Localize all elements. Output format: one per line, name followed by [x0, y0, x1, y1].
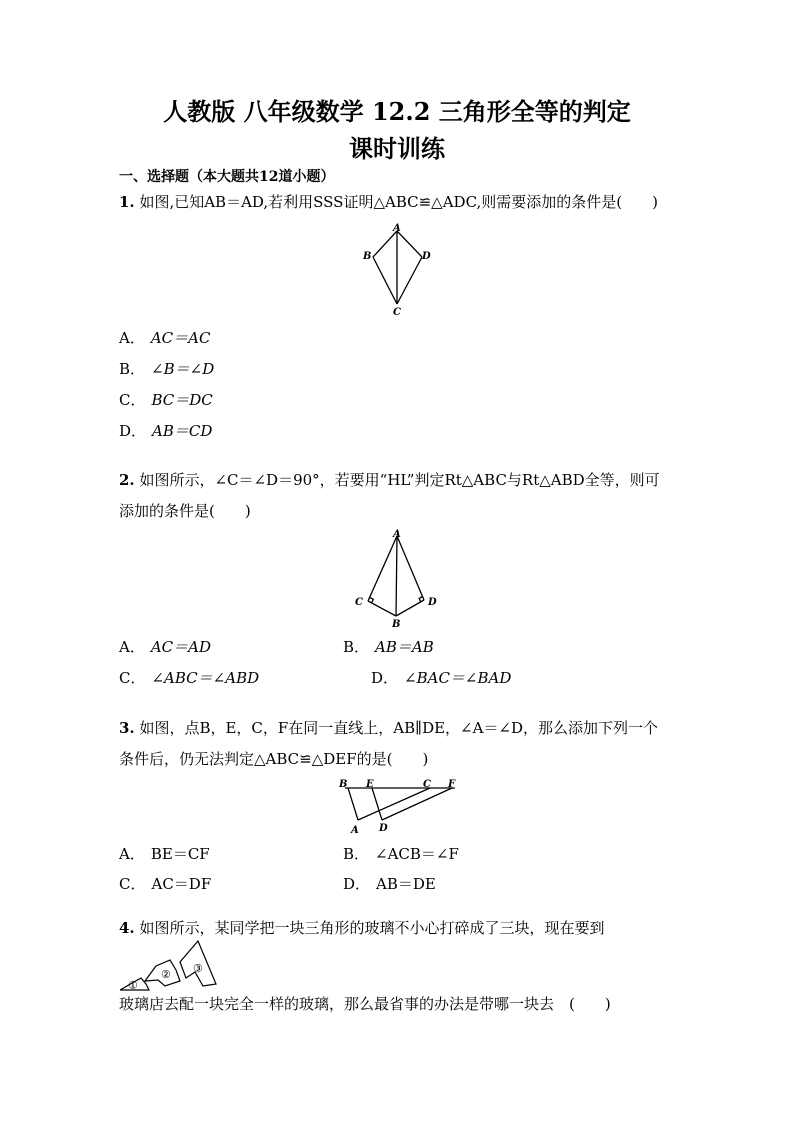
point-label: C: [423, 779, 431, 790]
page-title: 人教版 八年级数学 12.2 三角形全等的判定: [163, 97, 631, 126]
figure-line-triangles: [335, 776, 465, 836]
question-text: 如图所示，∠C＝∠D＝90°，若要用“HL”判定Rt△ABC与Rt△ABD全等，则可: [134, 471, 660, 489]
option-d[interactable]: D． AB＝DE: [343, 875, 436, 893]
question-4-line-2: [119, 994, 611, 1014]
piece-label: ②: [161, 968, 171, 981]
vertex-label: B: [392, 619, 401, 630]
question-number: 3.: [119, 719, 135, 737]
point-label: D: [379, 823, 388, 834]
point-label: A: [351, 825, 359, 836]
question-1: [119, 192, 658, 212]
piece-label: ③: [193, 962, 203, 975]
question-2-line-1: [119, 470, 660, 490]
point-label: B: [339, 779, 348, 790]
option-a[interactable]: A． AC＝AC: [119, 329, 211, 347]
question-text: 如图,已知AB＝AD,若利用SSS证明△ABC≌△ADC,则需要添加的条件是( ): [134, 193, 658, 211]
option-b[interactable]: B． ∠B＝∠D: [119, 360, 215, 378]
option-b[interactable]: B． AB＝AB: [343, 638, 434, 656]
question-2-line-2: [119, 501, 251, 521]
question-number: 4.: [119, 919, 135, 937]
question-text: 条件后，仍无法判定△ABC≌△DEF的是( ): [119, 750, 429, 768]
point-label: F: [448, 779, 456, 790]
option-c[interactable]: C． AC＝DF: [119, 875, 212, 893]
option-c[interactable]: C． BC＝DC: [119, 391, 213, 409]
question-4-line-1: [119, 918, 604, 938]
vertex-label: C: [355, 597, 363, 608]
page-subtitle: 课时训练: [349, 134, 445, 163]
vertex-label: A: [393, 223, 401, 234]
question-text: 如图，点B，E，C，F在同一直线上，AB∥DE，∠A＝∠D，那么添加下列一个: [134, 719, 659, 737]
piece-label: ①: [128, 979, 138, 992]
figure-kite: [360, 222, 435, 318]
question-3-line-2: [119, 749, 428, 769]
question-number: 2.: [119, 471, 135, 489]
figure-right-triangles: [348, 528, 443, 630]
option-a[interactable]: A． BE＝CF: [119, 845, 210, 863]
vertex-label: A: [393, 529, 401, 540]
question-text: 玻璃店去配一块完全一样的玻璃，那么最省事的办法是带哪一块去 ( ): [119, 995, 611, 1013]
option-d[interactable]: D． ∠BAC＝∠BAD: [371, 669, 512, 687]
option-d[interactable]: D． AB＝CD: [119, 422, 213, 440]
option-b[interactable]: B． ∠ACB＝∠F: [343, 845, 459, 863]
option-a[interactable]: A． AC＝AD: [119, 638, 212, 656]
vertex-label: D: [422, 251, 431, 262]
option-c[interactable]: C． ∠ABC＝∠ABD: [119, 669, 260, 687]
section-heading: 一、选择题（本大题共12道小题）: [119, 169, 335, 185]
vertex-label: D: [428, 597, 437, 608]
question-number: 1.: [119, 193, 135, 211]
point-label: E: [366, 779, 374, 790]
vertex-label: C: [393, 307, 401, 318]
question-3-line-1: [119, 718, 658, 738]
figure-broken-glass: [118, 936, 223, 994]
question-text: 添加的条件是( ): [119, 502, 251, 520]
vertex-label: B: [363, 251, 372, 262]
question-text: 如图所示，某同学把一块三角形的玻璃不小心打碎成了三块，现在要到: [134, 919, 605, 937]
